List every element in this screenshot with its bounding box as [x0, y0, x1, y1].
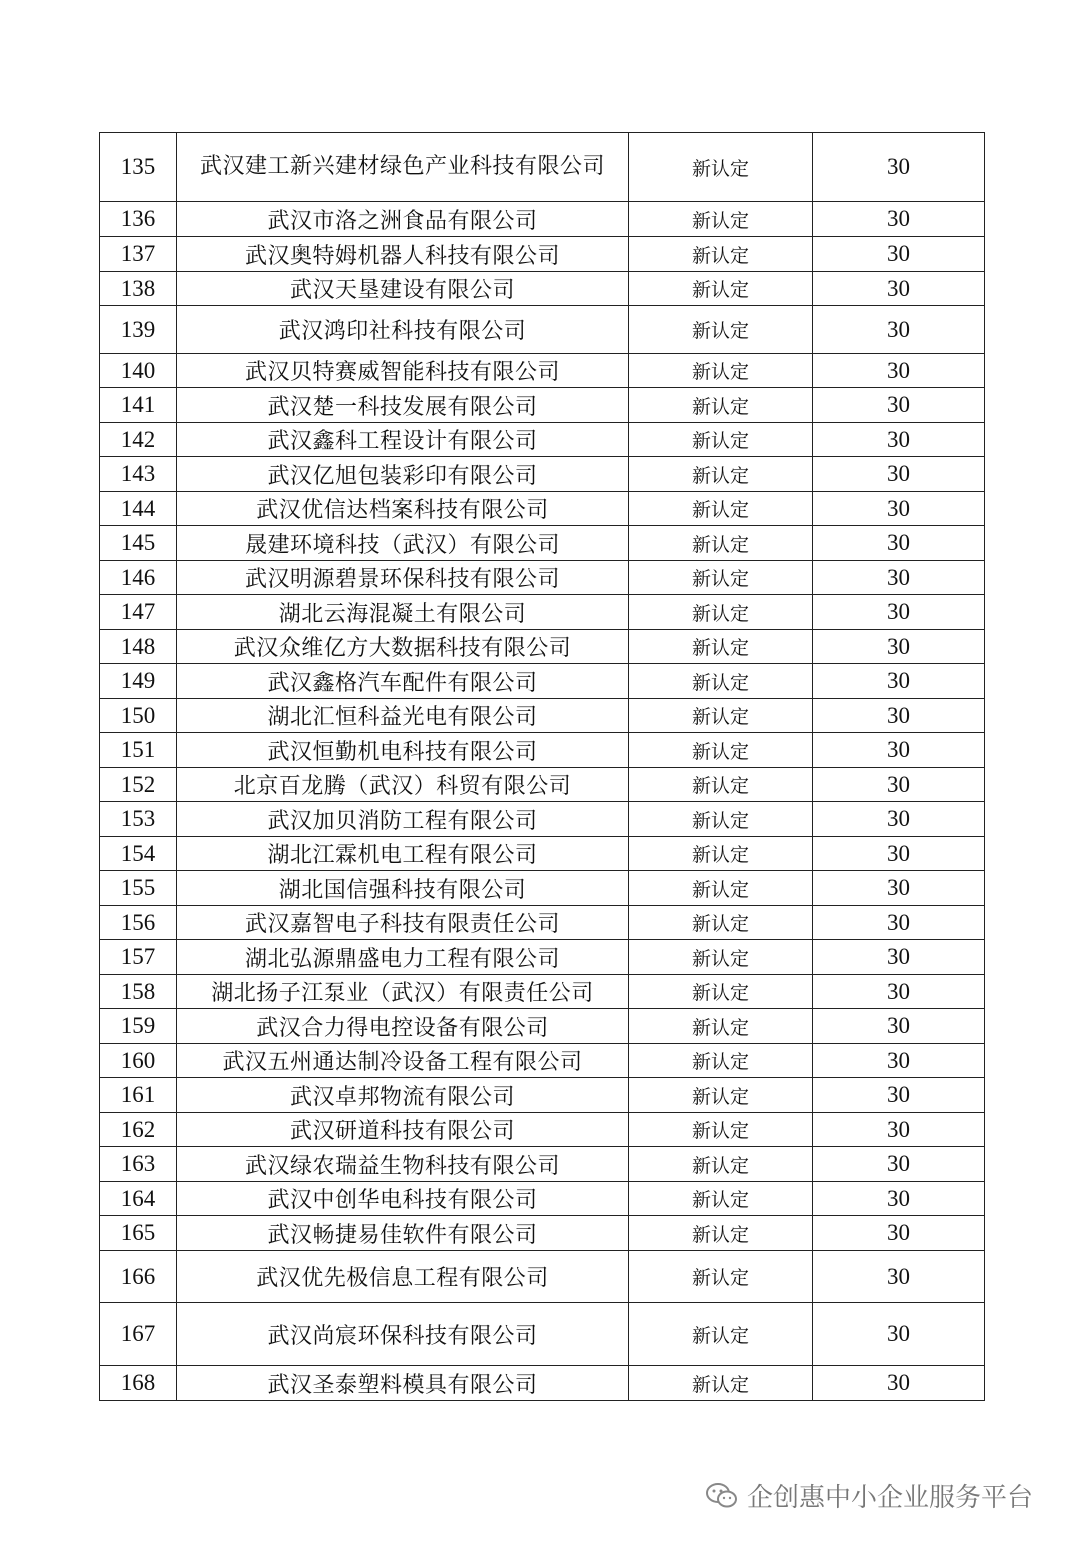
- score: 30: [813, 272, 985, 306]
- company-name: 武汉绿农瑞益生物科技有限公司: [177, 1147, 629, 1182]
- score: 30: [813, 1251, 985, 1303]
- recognition-status: 新认定: [629, 906, 813, 940]
- recognition-status: 新认定: [629, 699, 813, 733]
- table-row: [100, 423, 985, 457]
- company-name: 湖北江霖机电工程有限公司: [177, 837, 629, 871]
- score: 30: [813, 133, 985, 202]
- score: 30: [813, 1113, 985, 1147]
- table-row: [100, 1303, 985, 1366]
- recognition-status: 新认定: [629, 354, 813, 388]
- table-row: [100, 1044, 985, 1078]
- recognition-status: 新认定: [629, 940, 813, 975]
- company-name: 武汉鑫格汽车配件有限公司: [177, 664, 629, 699]
- watermark-text: 企创惠中小企业服务平台: [747, 1483, 1034, 1513]
- recognition-status: 新认定: [629, 1182, 813, 1216]
- row-number: 143: [100, 457, 177, 492]
- recognition-status: 新认定: [629, 1113, 813, 1147]
- score: 30: [813, 733, 985, 768]
- company-name: 武汉建工新兴建材绿色产业科技有限公司: [177, 133, 629, 202]
- table-row: [100, 1366, 985, 1401]
- company-name: 武汉恒勤机电科技有限公司: [177, 733, 629, 768]
- row-number: 158: [100, 975, 177, 1009]
- recognition-status: 新认定: [629, 1078, 813, 1113]
- row-number: 142: [100, 423, 177, 457]
- score: 30: [813, 1044, 985, 1078]
- score: 30: [813, 768, 985, 802]
- row-number: 137: [100, 237, 177, 272]
- row-number: 146: [100, 561, 177, 595]
- table-row: [100, 837, 985, 871]
- company-name: 武汉楚一科技发展有限公司: [177, 388, 629, 423]
- row-number: 153: [100, 802, 177, 837]
- table-row: [100, 237, 985, 272]
- row-number: 164: [100, 1182, 177, 1216]
- table-row: [100, 1216, 985, 1251]
- table-row: [100, 133, 985, 202]
- recognition-status: 新认定: [629, 595, 813, 630]
- row-number: 150: [100, 699, 177, 733]
- company-name: 武汉加贝消防工程有限公司: [177, 802, 629, 837]
- row-number: 157: [100, 940, 177, 975]
- table-row: [100, 1078, 985, 1113]
- recognition-status: 新认定: [629, 1044, 813, 1078]
- company-name: 湖北扬子江泵业（武汉）有限责任公司: [177, 975, 629, 1009]
- recognition-status: 新认定: [629, 1366, 813, 1401]
- table-row: [100, 940, 985, 975]
- score: 30: [813, 802, 985, 837]
- row-number: 166: [100, 1251, 177, 1303]
- table-row: [100, 388, 985, 423]
- recognition-status: 新认定: [629, 871, 813, 906]
- row-number: 167: [100, 1303, 177, 1366]
- company-name: 武汉天垦建设有限公司: [177, 272, 629, 306]
- score: 30: [813, 871, 985, 906]
- score: 30: [813, 354, 985, 388]
- score: 30: [813, 1366, 985, 1401]
- row-number: 165: [100, 1216, 177, 1251]
- table-row: [100, 906, 985, 940]
- table-row: [100, 561, 985, 595]
- row-number: 154: [100, 837, 177, 871]
- table-row: [100, 802, 985, 837]
- score: 30: [813, 492, 985, 526]
- score: 30: [813, 1078, 985, 1113]
- table-row: [100, 1113, 985, 1147]
- score: 30: [813, 388, 985, 423]
- company-name: 湖北弘源鼎盛电力工程有限公司: [177, 940, 629, 975]
- score: 30: [813, 940, 985, 975]
- wechat-icon: [705, 1481, 739, 1511]
- score: 30: [813, 1182, 985, 1216]
- row-number: 147: [100, 595, 177, 630]
- table-row: [100, 1009, 985, 1044]
- table-row: [100, 664, 985, 699]
- recognition-status: 新认定: [629, 561, 813, 595]
- company-name: 武汉五州通达制冷设备工程有限公司: [177, 1044, 629, 1078]
- recognition-status: 新认定: [629, 272, 813, 306]
- score: 30: [813, 1303, 985, 1366]
- score: 30: [813, 1009, 985, 1044]
- row-number: 162: [100, 1113, 177, 1147]
- company-name: 武汉市洛之洲食品有限公司: [177, 202, 629, 237]
- company-name: 晟建环境科技（武汉）有限公司: [177, 526, 629, 561]
- score: 30: [813, 1147, 985, 1182]
- row-number: 140: [100, 354, 177, 388]
- table-row: [100, 457, 985, 492]
- recognition-status: 新认定: [629, 768, 813, 802]
- table-row: [100, 272, 985, 306]
- table-row: [100, 202, 985, 237]
- row-number: 141: [100, 388, 177, 423]
- row-number: 156: [100, 906, 177, 940]
- recognition-status: 新认定: [629, 526, 813, 561]
- score: 30: [813, 699, 985, 733]
- row-number: 145: [100, 526, 177, 561]
- recognition-status: 新认定: [629, 802, 813, 837]
- company-roster-table: [99, 132, 985, 1401]
- company-name: 武汉嘉智电子科技有限责任公司: [177, 906, 629, 940]
- recognition-status: 新认定: [629, 975, 813, 1009]
- recognition-status: 新认定: [629, 388, 813, 423]
- score: 30: [813, 1216, 985, 1251]
- recognition-status: 新认定: [629, 733, 813, 768]
- recognition-status: 新认定: [629, 837, 813, 871]
- recognition-status: 新认定: [629, 1216, 813, 1251]
- company-name: 湖北云海混凝土有限公司: [177, 595, 629, 630]
- row-number: 149: [100, 664, 177, 699]
- company-name: 武汉合力得电控设备有限公司: [177, 1009, 629, 1044]
- company-name: 武汉研道科技有限公司: [177, 1113, 629, 1147]
- recognition-status: 新认定: [629, 457, 813, 492]
- row-number: 135: [100, 133, 177, 202]
- table-row: [100, 1182, 985, 1216]
- company-name: 武汉贝特赛威智能科技有限公司: [177, 354, 629, 388]
- company-name: 湖北国信强科技有限公司: [177, 871, 629, 906]
- row-number: 168: [100, 1366, 177, 1401]
- company-name: 武汉圣泰塑料模具有限公司: [177, 1366, 629, 1401]
- table-row: [100, 492, 985, 526]
- row-number: 160: [100, 1044, 177, 1078]
- table-row: [100, 1251, 985, 1303]
- recognition-status: 新认定: [629, 1147, 813, 1182]
- score: 30: [813, 202, 985, 237]
- score: 30: [813, 423, 985, 457]
- recognition-status: 新认定: [629, 664, 813, 699]
- recognition-status: 新认定: [629, 202, 813, 237]
- row-number: 155: [100, 871, 177, 906]
- recognition-status: 新认定: [629, 492, 813, 526]
- score: 30: [813, 837, 985, 871]
- recognition-status: 新认定: [629, 630, 813, 664]
- company-name: 武汉中创华电科技有限公司: [177, 1182, 629, 1216]
- company-name: 武汉畅捷易佳软件有限公司: [177, 1216, 629, 1251]
- row-number: 151: [100, 733, 177, 768]
- table-row: [100, 1147, 985, 1182]
- company-name: 北京百龙腾（武汉）科贸有限公司: [177, 768, 629, 802]
- score: 30: [813, 306, 985, 354]
- score: 30: [813, 975, 985, 1009]
- recognition-status: 新认定: [629, 1009, 813, 1044]
- score: 30: [813, 561, 985, 595]
- table-row: [100, 871, 985, 906]
- table-row: [100, 630, 985, 664]
- score: 30: [813, 664, 985, 699]
- table-row: [100, 306, 985, 354]
- score: 30: [813, 906, 985, 940]
- table-row: [100, 733, 985, 768]
- company-name: 武汉亿旭包装彩印有限公司: [177, 457, 629, 492]
- score: 30: [813, 457, 985, 492]
- company-name: 武汉众维亿方大数据科技有限公司: [177, 630, 629, 664]
- company-name: 武汉卓邦物流有限公司: [177, 1078, 629, 1113]
- company-name: 武汉优先极信息工程有限公司: [177, 1251, 629, 1303]
- row-number: 144: [100, 492, 177, 526]
- table-row: [100, 595, 985, 630]
- recognition-status: 新认定: [629, 306, 813, 354]
- score: 30: [813, 237, 985, 272]
- row-number: 139: [100, 306, 177, 354]
- score: 30: [813, 630, 985, 664]
- recognition-status: 新认定: [629, 423, 813, 457]
- row-number: 138: [100, 272, 177, 306]
- company-name: 湖北汇恒科益光电有限公司: [177, 699, 629, 733]
- row-number: 148: [100, 630, 177, 664]
- table-row: [100, 699, 985, 733]
- recognition-status: 新认定: [629, 1251, 813, 1303]
- row-number: 152: [100, 768, 177, 802]
- recognition-status: 新认定: [629, 133, 813, 202]
- table-row: [100, 526, 985, 561]
- company-name: 武汉奥特姆机器人科技有限公司: [177, 237, 629, 272]
- score: 30: [813, 595, 985, 630]
- score: 30: [813, 526, 985, 561]
- company-name: 武汉优信达档案科技有限公司: [177, 492, 629, 526]
- table-row: [100, 768, 985, 802]
- company-name: 武汉明源碧景环保科技有限公司: [177, 561, 629, 595]
- platform-watermark: [705, 1477, 1033, 1514]
- company-name: 武汉尚宸环保科技有限公司: [177, 1303, 629, 1366]
- row-number: 163: [100, 1147, 177, 1182]
- recognition-status: 新认定: [629, 1303, 813, 1366]
- table-row: [100, 975, 985, 1009]
- company-name: 武汉鑫科工程设计有限公司: [177, 423, 629, 457]
- row-number: 136: [100, 202, 177, 237]
- company-name: 武汉鸿印社科技有限公司: [177, 306, 629, 354]
- recognition-status: 新认定: [629, 237, 813, 272]
- row-number: 159: [100, 1009, 177, 1044]
- row-number: 161: [100, 1078, 177, 1113]
- table-row: [100, 354, 985, 388]
